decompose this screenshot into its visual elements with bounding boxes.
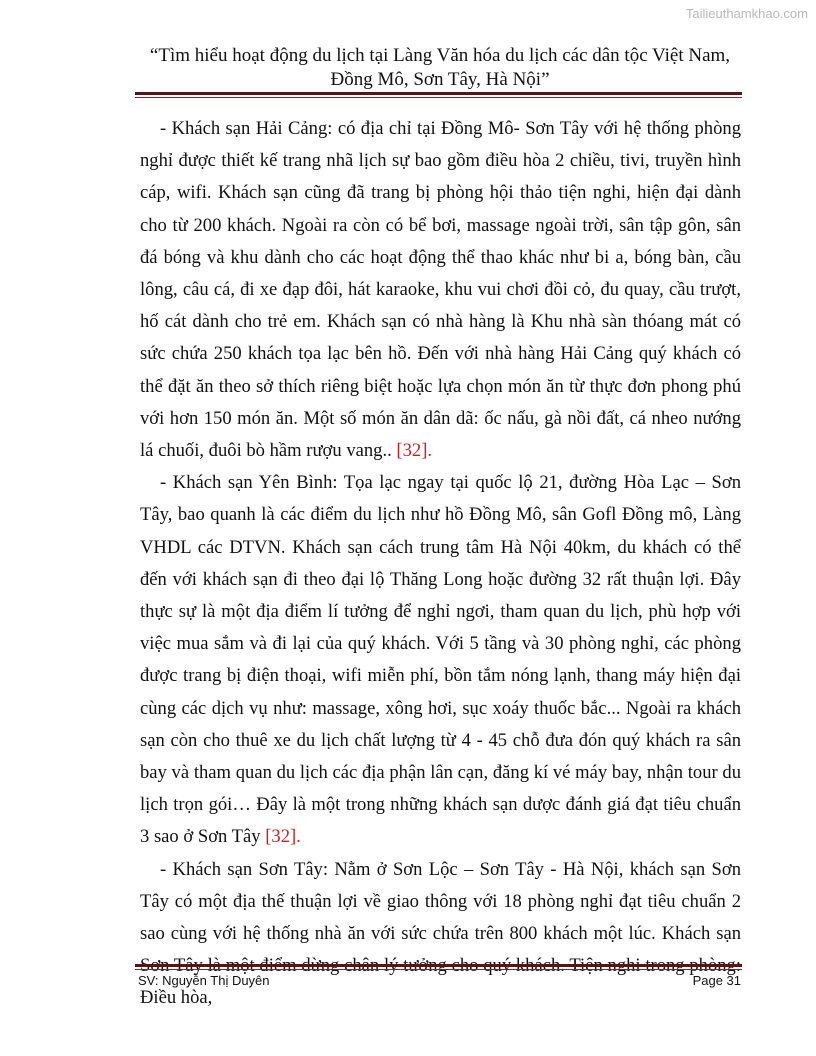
- citation-link[interactable]: [32].: [265, 826, 301, 848]
- page-footer: [138, 973, 741, 988]
- paragraph-yen-binh-hotel: [140, 467, 741, 853]
- header-title-line-2: Đồng Mô, Sơn Tây, Hà Nội”: [330, 69, 550, 90]
- running-header: [110, 44, 770, 92]
- header-title-line-1: “Tìm hiểu hoạt động du lịch tại Làng Văn hóa du lịch các dân tộc Việt Nam,: [149, 45, 731, 66]
- header-rule: [135, 92, 742, 98]
- watermark: Tailieuthamkhao.com: [685, 6, 808, 21]
- footer-author: SV: Nguyễn Thị Duyên: [138, 973, 270, 988]
- paragraph-text: - Khách sạn Yên Bình: Tọa lạc ngay tại quốc lộ 21, đường Hòa Lạc – Sơn Tây, bao quanh là các điểm du lịch như hồ Đồng Mô, sân Gofl Đồng mô, Làng VHDL các DTVN. Khách sạn cách trung tâm Hà Nội 40km, du khách có thể đến với khách sạn đi theo đại lộ Thăng Long hoặc đường 32 rất thuận lợi. Đây thực sự là một địa điểm lí tưởng để nghỉ ngơi, tham quan du lịch, phù hợp với việc mua sắm và đi lại của quý khách. Với 5 tầng và 30 phòng nghỉ, các phòng được trang bị điện thoại, wifi miễn phí, bồn tắm nóng lạnh, thang máy hiện đại cùng các dịch vụ như: massage, xông hơi, sục xoáy thuốc bắc... Ngoài ra khách sạn còn cho thuê xe du lịch chất lượng từ 4 - 45 chỗ đưa đón quý khách ra sân bay và tham quan du lịch các địa phận lân cạn, đăng kí vé máy bay, nhận tour du lịch trọn gói… Đây là một trong những khách sạn dược đánh giá đạt tiêu chuẩn 3 sao ở Sơn Tây: [140, 472, 741, 848]
- paragraph-son-tay-hotel: [140, 854, 741, 1015]
- page-number: Page 31: [692, 973, 741, 988]
- paragraph-hai-cang-hotel: [140, 113, 741, 467]
- footer-rule: [135, 964, 742, 970]
- page-body: [140, 113, 741, 1015]
- paragraph-text: - Khách sạn Sơn Tây: Nằm ở Sơn Lộc – Sơn Tây - Hà Nội, khách sạn Sơn Tây có một địa thế thuận lợi về giao thông với 18 phòng nghỉ đạt tiêu chuẩn 2 sao cùng với hệ thống nhà ăn với sức chứa trên 800 khách một lúc. Khách sạn Điều hòa,: [140, 858, 741, 1009]
- paragraph-text: - Khách sạn Hải Cảng: có địa chỉ tại Đồng Mô- Sơn Tây với hệ thống phòng nghỉ được thiết kế trang nhã lịch sự bao gồm điều hòa 2 chiều, tivi, truyền hình cáp, wifi. Khách sạn cũng đã trang bị phòng hội thảo tiện nghi, hiện đại dành cho từ 200 khách. Ngoài ra còn có bể bơi, massage ngoài trời, sân tập gôn, sân đá bóng và khu dành cho các hoạt động thể thao khác như bi a, bóng bàn, cầu lông, câu cá, đi xe đạp đôi, hát karaoke, khu vui chơi đồi cỏ, đu quay, cầu trượt, hố cát dành cho trẻ em. Khách sạn có nhà hàng là Khu nhà sàn thóang mát có sức chứa 250 khách tọa lạc bên hồ. Đến với nhà hàng Hải Cảng quý khách có thể đặt ăn theo sở thích riêng biệt hoặc lựa chọn món ăn từ thực đơn phong phú với hơn 150 món ăn. Một số món ăn dân dã: ốc nấu, gà nồi đất, cá nheo nướng lá chuối, đuôi bò hầm rượu vang..: [140, 118, 741, 462]
- citation-link[interactable]: [32].: [396, 440, 433, 462]
